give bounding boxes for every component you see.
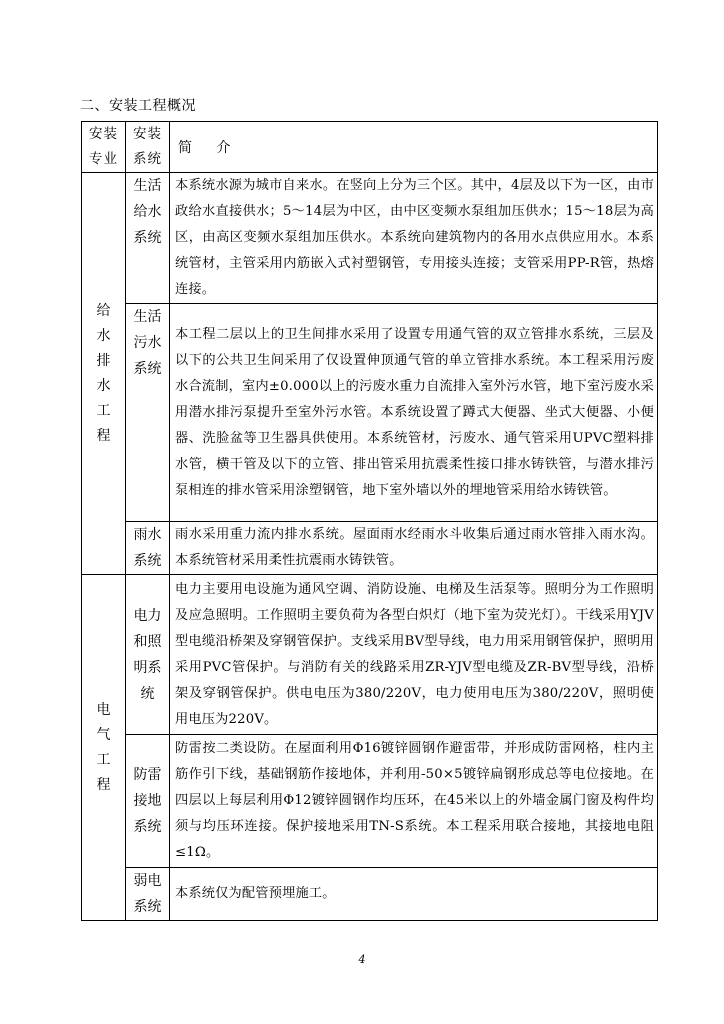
system-name-line: 统 <box>140 685 155 702</box>
header-specialty-line2: 专业 <box>89 151 118 167</box>
system-name-line: 电力 <box>133 607 162 624</box>
system-description: 本系统仅为配管预埋施工。 <box>170 868 658 921</box>
table-header-row <box>82 122 658 173</box>
table-row <box>82 173 658 304</box>
header-system-line1: 安装 <box>133 126 162 142</box>
installation-overview-table <box>81 121 658 921</box>
system-name-line: 接地 <box>133 793 162 809</box>
system-name-line: 系统 <box>133 553 162 569</box>
major-cell <box>82 575 126 921</box>
header-specialty <box>82 122 126 173</box>
system-description: 本工程二层以上的卫生间排水采用了设置专用通气管的双立管排水系统，三层及以下的公共卫生间采用了仅设置伸顶通气管的单立管排水系统。本工程采用污废水合流制，室内±0.000以上的污废水重力自流排入室外污水管，地下室污废水采用潜水排污泵提升至室外污水管。本系统设置了蹲式大便器、坐式大便器、小便器、洗脸盆等卫生器具供使用。本系统管材，污废水、通气管采用UPVC塑料排水管，横干管及以下的立管、排出管采用抗震柔性接口排水铸铁管，与潜水排污泵相连的排水管采用涂塑钢管，地下室外墙以外的埋地管采用给水铸铁管。 <box>170 304 658 522</box>
system-name-line: 给水 <box>133 204 162 220</box>
system-description: 防雷按二类设防。在屋面利用Φ16镀锌圆钢作避雷带，并形成防雷网格，柱内主筋作引下线，基础钢筋作接地体，并利用-50×5镀锌扁钢形成总等电位接地。在四层以上每层利用Φ12镀锌圆钢作均压环，在45米以上的外墙金属门窗及构件均须与均压环连接。保护接地采用TN-S系统。本工程采用联合接地，其接地电阻≤1Ω。 <box>170 735 658 868</box>
header-introduction: 简 介 <box>170 122 658 173</box>
system-cell <box>126 735 170 868</box>
system-name-line: 污水 <box>133 335 162 351</box>
system-name-line: 系统 <box>133 819 162 835</box>
table-row <box>82 304 658 522</box>
header-system-line2: 系统 <box>133 151 162 167</box>
system-cell <box>126 575 170 735</box>
section-heading: 二、安装工程概况 <box>80 98 196 114</box>
system-name-line: 和照 <box>133 633 162 650</box>
system-cell <box>126 304 170 522</box>
system-name-line: 明系 <box>133 659 162 676</box>
system-description: 电力主要用电设施为通风空调、消防设施、电梯及生活泵等。照明分为工作照明及应急照明。工作照明主要负荷为各型白炽灯（地下室为荧光灯）。干线采用YJV型电缆沿桥架及穿钢管保护。支线采用BV型导线，电力用采用钢管保护，照明用采用PVC管保护。与消防有关的线路采用ZR-YJV型电缆及ZR-BV型导线，沿桥架及穿钢管保护。供电电压为380/220V，电力使用电压为380/220V，照明使用电压为220V。 <box>170 575 658 735</box>
system-cell <box>126 173 170 304</box>
system-description: 本系统水源为城市自来水。在竖向上分为三个区。其中，4层及以下为一区，由市政给水直接供水；5～14层为中区，由中区变频水泵组加压供水；15～18层为高区，由高区变频水泵组加压供水。本系统向建筑物内的各用水点供应用水。本系统管材，主管采用内筋嵌入式衬塑钢管，专用接头连接；支管采用PP-R管，热熔连接。 <box>170 173 658 304</box>
system-name-line: 防雷 <box>133 767 162 783</box>
system-name-line: 系统 <box>133 361 162 377</box>
system-name-line: 弱电 <box>133 873 162 889</box>
system-cell <box>126 868 170 921</box>
system-name-line: 雨水 <box>133 527 162 543</box>
header-specialty-line1: 安装 <box>89 126 118 142</box>
system-name-line: 系统 <box>133 899 162 915</box>
system-name-line: 系统 <box>133 230 162 246</box>
table-row <box>82 522 658 575</box>
system-cell <box>126 522 170 575</box>
major-label: 给水排水工程 <box>96 302 111 444</box>
major-cell <box>82 173 126 575</box>
table-row <box>82 735 658 868</box>
header-system <box>126 122 170 173</box>
table-row <box>82 575 658 735</box>
system-name-line: 生活 <box>133 178 162 194</box>
system-name-line: 生活 <box>133 309 162 325</box>
page-number: 4 <box>358 953 366 966</box>
system-description: 雨水采用重力流内排水系统。屋面雨水经雨水斗收集后通过雨水管排入雨水沟。本系统管材采用柔性抗震雨水铸铁管。 <box>170 522 658 575</box>
major-label: 电气工程 <box>96 701 111 793</box>
table-row <box>82 868 658 921</box>
